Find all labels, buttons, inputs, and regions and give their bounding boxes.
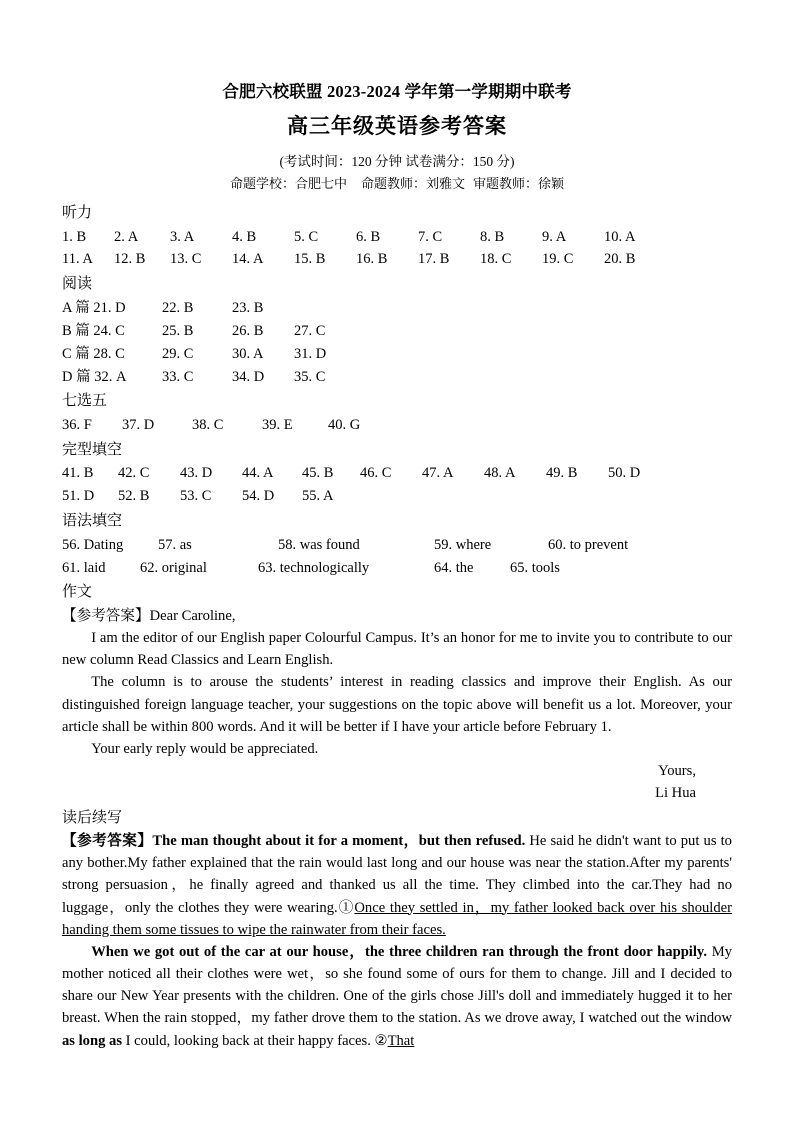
section-heading-cloze: 完型填空 <box>62 441 123 458</box>
answer-item: 19. C <box>542 251 574 268</box>
answer-item: 11. A <box>62 251 93 268</box>
writing-paragraph-3: Your early reply would be appreciated. <box>91 741 319 757</box>
answer-item: 23. B <box>232 299 264 316</box>
answer-item: B 篇 24. C <box>62 322 125 339</box>
continuation-p2-bold-mid: as long as <box>62 1032 123 1049</box>
answer-item: 5. C <box>294 228 319 245</box>
continuation-p2-body-a: My mother noticed all their clothes were wet，so she found some of ours for them to change. Jill and I decided to share our New Year presents with the children. One of the girls chose Jill's doll and immediately hugged it to her breast. When the rain stopped，my father drove them to the station. As we drove away, I watched out the window <box>62 943 733 1027</box>
answer-item: 52. B <box>118 488 150 505</box>
answer-item: 7. C <box>418 228 443 245</box>
answer-item: 64. the <box>434 559 474 576</box>
answer-row-listening-2 <box>62 248 732 271</box>
answer-item: 55. A <box>302 488 334 505</box>
answer-item: 36. F <box>62 416 92 433</box>
answer-item: 45. B <box>302 465 334 482</box>
answer-item: 61. laid <box>62 559 106 576</box>
continuation-p1-underlined: Once they settled in，my father looked back over his shoulder handing them some tissues to wipe the rainwater from their faces. <box>62 899 732 938</box>
answer-item: 25. B <box>162 322 194 339</box>
answer-row-reading-c <box>62 343 732 366</box>
answer-item: 54. D <box>242 488 275 505</box>
answer-item: 56. Dating <box>62 536 124 553</box>
writing-ref-label: 【参考答案】 <box>62 607 150 624</box>
answer-item: 62. original <box>140 559 207 576</box>
section-heading-writing: 作文 <box>62 584 93 601</box>
answer-row-listening-1 <box>62 226 732 249</box>
continuation-p2-body-b: I could, looking back at their happy faces. ② <box>122 1032 388 1049</box>
answer-item: 9. A <box>542 228 567 245</box>
answer-item: 63. technologically <box>258 559 370 576</box>
section-heading-reading: 阅读 <box>62 276 93 293</box>
answer-item: 8. B <box>480 228 505 245</box>
answer-item: 57. as <box>158 536 192 553</box>
answer-item: 6. B <box>356 228 381 245</box>
answer-row-cloze-2 <box>62 485 732 508</box>
section-heading-seven-choose-five: 七选五 <box>62 393 108 410</box>
answer-item: 33. C <box>162 368 194 385</box>
answer-row-grammar-2 <box>62 557 732 580</box>
answer-item: 15. B <box>294 251 326 268</box>
answer-item: 12. B <box>114 251 146 268</box>
writing-paragraph-2: The column is to arouse the students’ interest in reading classics and improve their English. As our distinguished foreign language teacher, your suggestions on the topic above will benefit us a lot. Moreover, your article shall be within 800 words. And it will be better if I have your article before February 1. <box>62 674 732 735</box>
answer-item: 27. C <box>294 322 326 339</box>
writing-sign-off: Yours, <box>658 763 696 780</box>
answer-item: 29. C <box>162 345 194 362</box>
answer-item: 59. where <box>434 536 492 553</box>
answer-item: 40. G <box>328 416 361 433</box>
section-heading-continuation: 读后续写 <box>62 809 123 826</box>
answer-item: 44. A <box>242 465 274 482</box>
answer-item: 37. D <box>122 416 155 433</box>
answer-item: 43. D <box>180 465 213 482</box>
answer-item: 10. A <box>604 228 636 245</box>
answer-item: 58. was found <box>278 536 360 553</box>
answer-item: 31. D <box>294 345 327 362</box>
answer-item: 35. C <box>294 368 326 385</box>
meta-reviewer: 审题教师：徐颖 <box>473 176 565 191</box>
exam-info: (考试时间：120 分钟 试卷满分：150 分) <box>279 154 515 169</box>
answer-item: 53. C <box>180 488 212 505</box>
answer-row-seven-choose-five <box>62 414 732 437</box>
answer-item: 42. C <box>118 465 150 482</box>
answer-row-reading-d <box>62 366 732 389</box>
page-subtitle: 高三年级英语参考答案 <box>287 114 507 138</box>
answer-item: 14. A <box>232 251 264 268</box>
answer-item: 39. E <box>262 416 293 433</box>
answer-item: 38. C <box>192 416 224 433</box>
writing-paragraph-1: I am the editor of our English paper Colourful Campus. It’s an honor for me to invite you to contribute to our new column Read Classics and Learn English. <box>62 630 732 669</box>
section-heading-listening: 听力 <box>62 205 93 221</box>
section-heading-grammar: 语法填空 <box>62 513 123 530</box>
answer-item: 60. to prevent <box>548 536 629 553</box>
answer-item: 1. B <box>62 228 87 245</box>
answer-item: D 篇 32. A <box>62 368 127 385</box>
answer-item: 34. D <box>232 368 265 385</box>
exam-meta <box>62 173 732 192</box>
answer-item: 41. B <box>62 465 94 482</box>
answer-row-reading-b <box>62 320 732 343</box>
answer-item: 65. tools <box>510 559 560 576</box>
answer-item: 30. A <box>232 345 264 362</box>
answer-item: 50. D <box>608 465 641 482</box>
answer-item: 46. C <box>360 465 392 482</box>
writing-salutation: Dear Caroline, <box>149 607 236 624</box>
answer-item: 51. D <box>62 488 95 505</box>
answer-row-cloze-1 <box>62 462 732 485</box>
answer-item: 26. B <box>232 322 264 339</box>
answer-item: C 篇 28. C <box>62 345 125 362</box>
answer-item: 48. A <box>484 465 516 482</box>
answer-item: 18. C <box>480 251 512 268</box>
answer-item: 4. B <box>232 228 257 245</box>
continuation-p1-lead: The man thought about it for a moment，but then refused. <box>152 833 526 850</box>
answer-item: 22. B <box>162 299 194 316</box>
continuation-p2-lead: When we got out of the car at our house，the three children ran through the front door happily. <box>91 943 708 960</box>
continuation-p1-body: He said he didn't want to put us to any bother.My father explained that the rain would last long and our house was near the station.After my parents' strong persuasion，he finally agreed and thanked us all the time. They climbed into the car.They had no luggage，only the clothes they were wearing.① <box>62 833 732 916</box>
answer-item: 3. A <box>170 228 195 245</box>
writing-salutation-line <box>62 605 732 627</box>
answer-item: 2. A <box>114 228 139 245</box>
answer-item: A 篇 21. D <box>62 299 126 316</box>
continuation-p2-underlined-tail: That <box>387 1032 415 1049</box>
meta-setter: 命题教师：刘雅文 <box>360 176 465 191</box>
continuation-paragraph-2 <box>62 941 732 1052</box>
answer-item: 13. C <box>170 251 202 268</box>
answer-item: 17. B <box>418 251 450 268</box>
answer-item: 16. B <box>356 251 388 268</box>
meta-school-label: 命题学校：合肥七中 <box>229 176 347 191</box>
continuation-ref-label: 【参考答案】 <box>62 833 153 850</box>
answer-row-reading-a <box>62 297 732 320</box>
continuation-paragraph-1 <box>62 830 732 941</box>
answer-item: 20. B <box>604 251 636 268</box>
answer-item: 47. A <box>422 465 454 482</box>
answer-row-grammar-1 <box>62 534 732 557</box>
page-title: 合肥六校联盟 2023-2024 学年第一学期期中联考 <box>222 82 572 101</box>
writing-signature: Li Hua <box>655 785 696 802</box>
answer-item: 49. B <box>546 465 578 482</box>
